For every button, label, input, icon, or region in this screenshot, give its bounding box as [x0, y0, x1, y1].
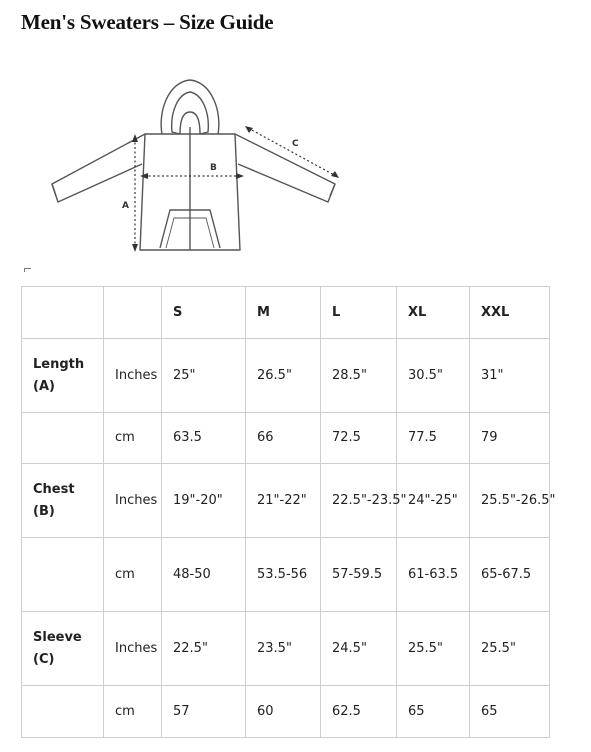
value-cell: 65 [470, 686, 550, 738]
value-cell: 22.5"-23.5" [321, 464, 397, 538]
table-header-row [22, 287, 550, 339]
page-title: Men's Sweaters – Size Guide [21, 10, 274, 34]
table-row [22, 464, 550, 538]
unit-cell: Inches [104, 612, 162, 686]
left-sleeve [52, 134, 145, 202]
value-cell: 72.5 [321, 413, 397, 464]
value-cell: 25.5" [397, 612, 470, 686]
measure-label: Sleeve (C) [22, 612, 104, 686]
unit-cell: cm [104, 413, 162, 464]
value-cell: 24"-25" [397, 464, 470, 538]
measure-label [22, 686, 104, 738]
measure-label [22, 413, 104, 464]
table-row [22, 339, 550, 413]
table-row [22, 686, 550, 738]
right-sleeve [235, 134, 335, 202]
measure-label: Length (A) [22, 339, 104, 413]
value-cell: 24.5" [321, 612, 397, 686]
header-size-l: L [321, 287, 397, 339]
value-cell: 28.5" [321, 339, 397, 413]
unit-cell: cm [104, 538, 162, 612]
value-cell: 65 [397, 686, 470, 738]
value-cell: 30.5" [397, 339, 470, 413]
size-guide-table [21, 286, 556, 738]
sleeve-guide [248, 128, 336, 176]
unit-cell: cm [104, 686, 162, 738]
value-cell: 25.5" [470, 612, 550, 686]
header-empty-measure [22, 287, 104, 339]
value-cell: 26.5" [246, 339, 321, 413]
hoodie-measurement-diagram [40, 72, 360, 262]
unit-cell: Inches [104, 339, 162, 413]
value-cell: 77.5 [397, 413, 470, 464]
value-cell: 22.5" [162, 612, 246, 686]
header-size-xxl: XXL [470, 287, 550, 339]
value-cell: 61-63.5 [397, 538, 470, 612]
value-cell: 23.5" [246, 612, 321, 686]
value-cell: 79 [470, 413, 550, 464]
table-row [22, 413, 550, 464]
value-cell: 62.5 [321, 686, 397, 738]
value-cell: 25" [162, 339, 246, 413]
value-cell: 65-67.5 [470, 538, 550, 612]
header-empty-unit [104, 287, 162, 339]
value-cell: 57-59.5 [321, 538, 397, 612]
value-cell: 31" [470, 339, 550, 413]
label-a: A [122, 201, 129, 211]
unit-cell: Inches [104, 464, 162, 538]
label-b: B [210, 163, 217, 173]
table-anchor-mark [24, 268, 31, 272]
value-cell: 25.5"-26.5" [470, 464, 550, 538]
value-cell: 21"-22" [246, 464, 321, 538]
value-cell: 57 [162, 686, 246, 738]
value-cell: 60 [246, 686, 321, 738]
value-cell: 63.5 [162, 413, 246, 464]
label-c: C [292, 139, 299, 149]
hood-outline [161, 80, 219, 134]
measure-label [22, 538, 104, 612]
measure-label: Chest (B) [22, 464, 104, 538]
value-cell: 53.5-56 [246, 538, 321, 612]
value-cell: 19"-20" [162, 464, 246, 538]
table-row [22, 538, 550, 612]
value-cell: 66 [246, 413, 321, 464]
header-size-xl: XL [397, 287, 470, 339]
table-row [22, 612, 550, 686]
header-size-m: M [246, 287, 321, 339]
value-cell: 48-50 [162, 538, 246, 612]
header-size-s: S [162, 287, 246, 339]
